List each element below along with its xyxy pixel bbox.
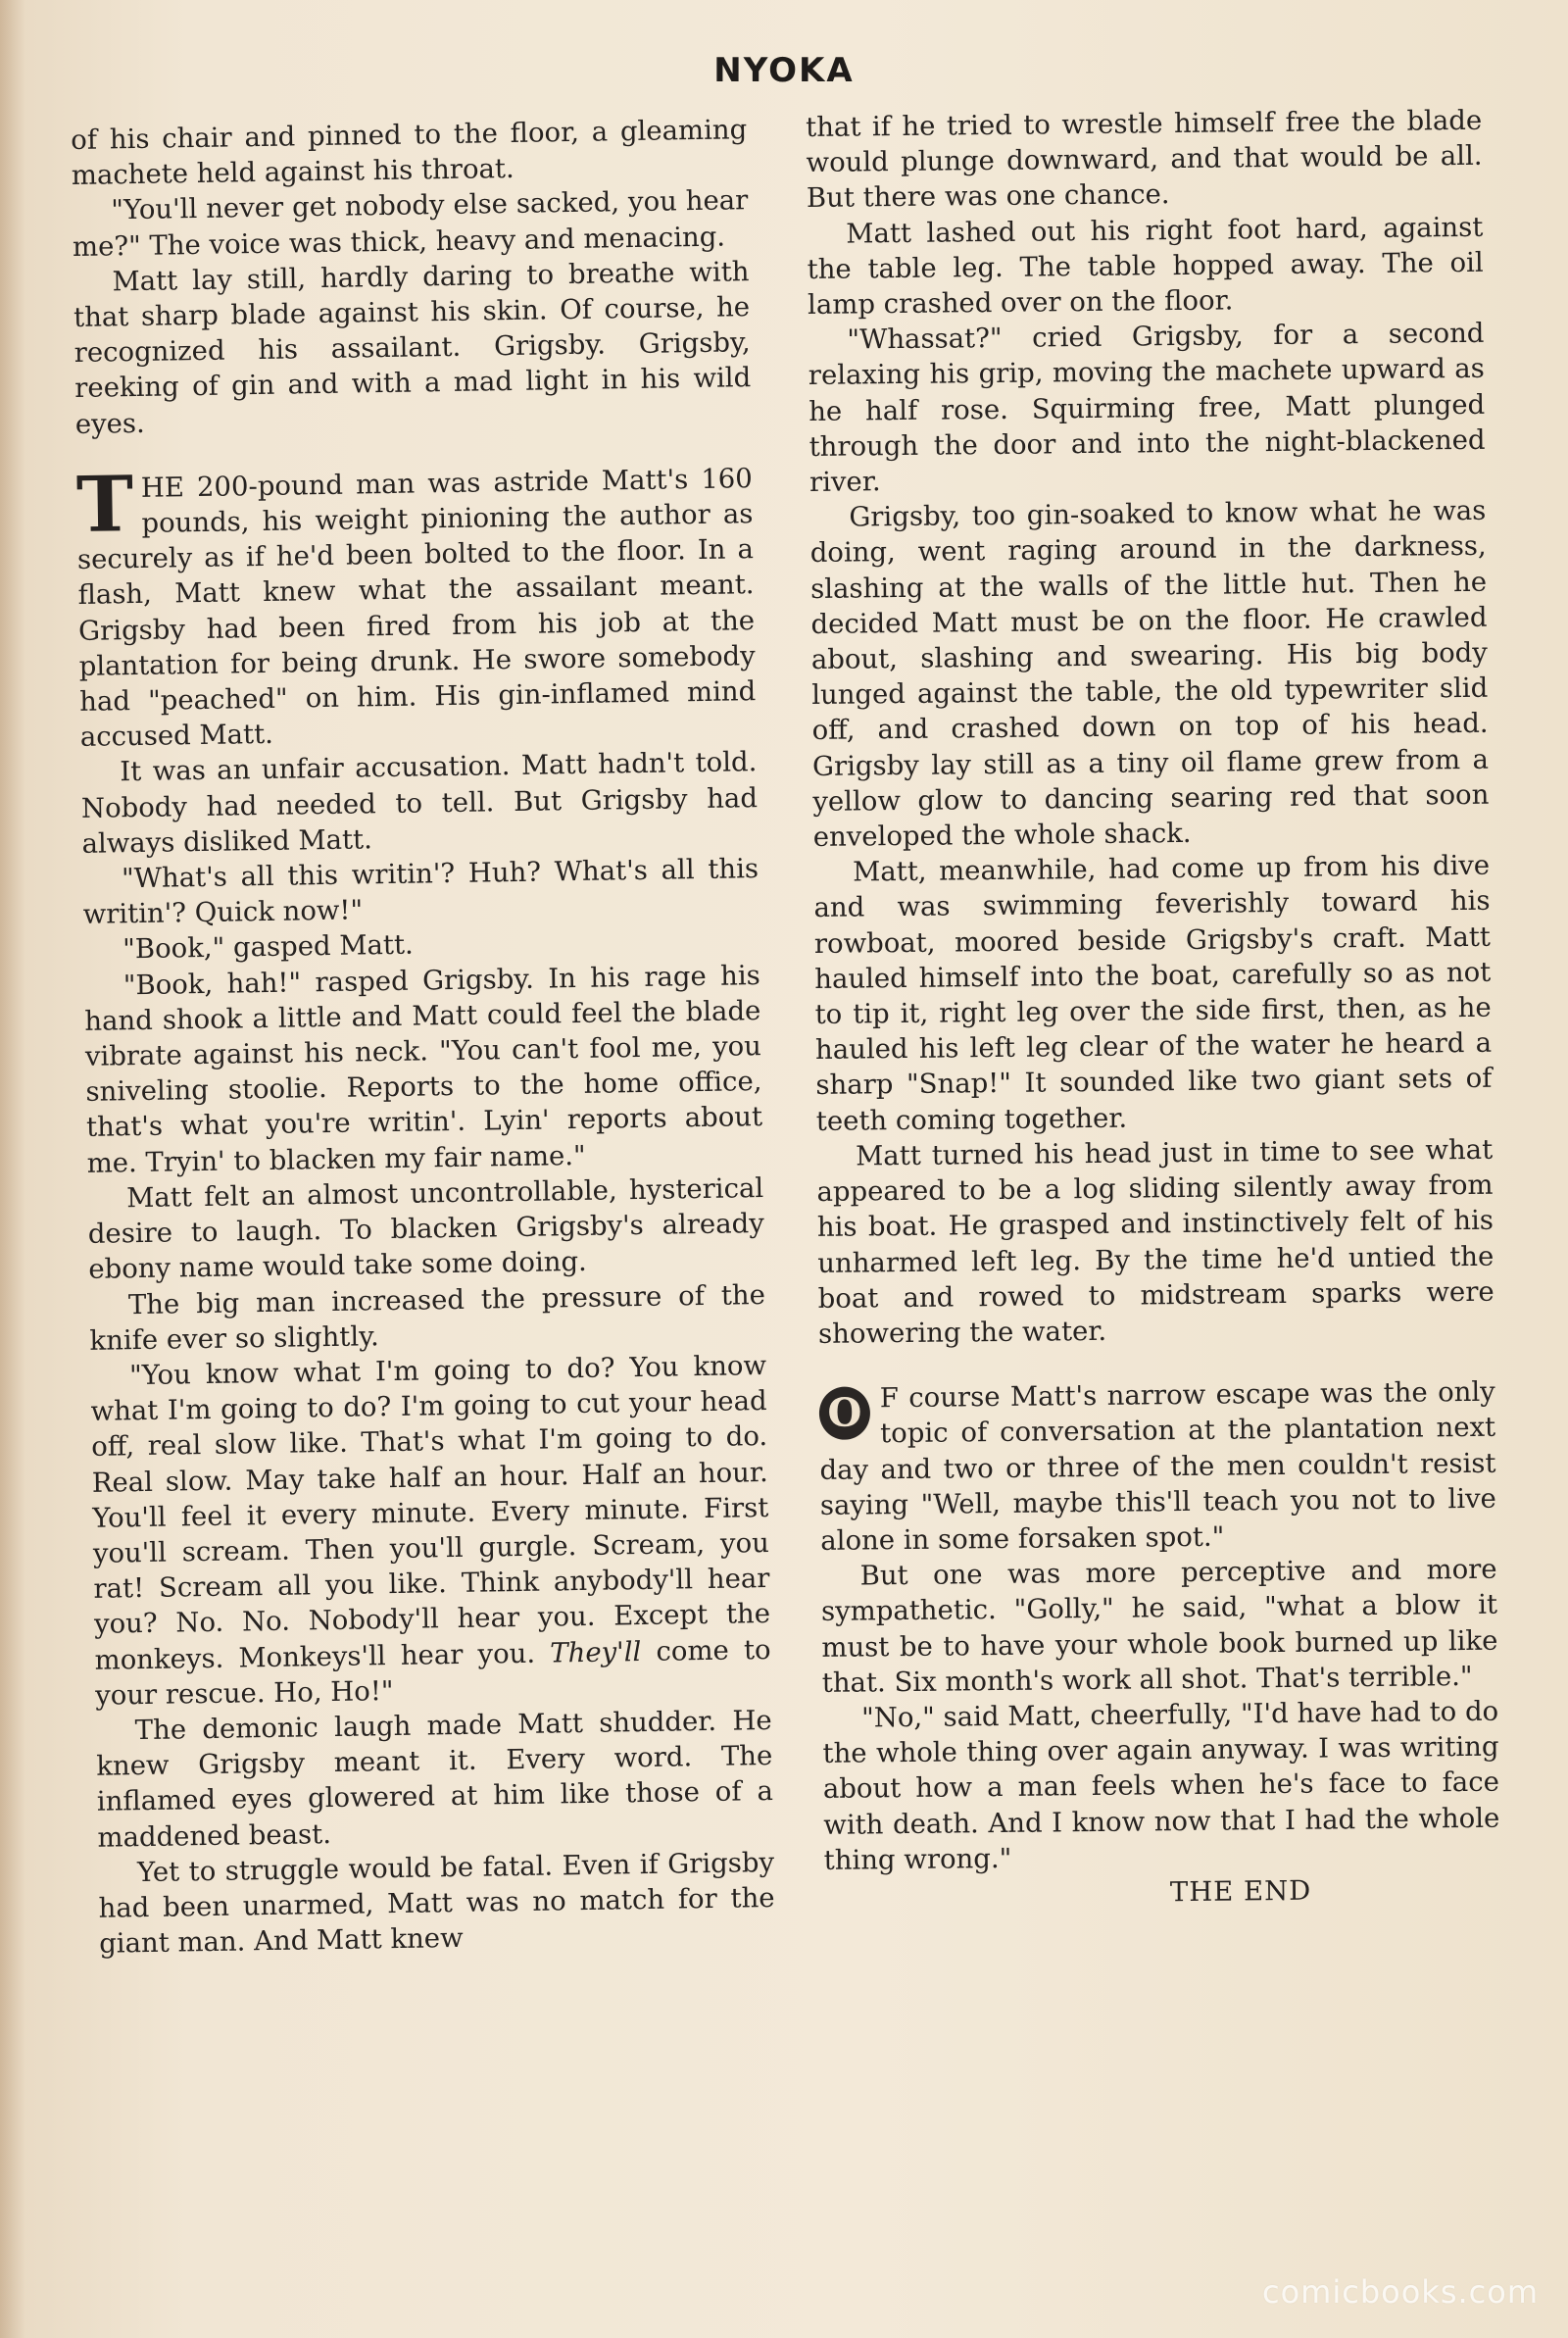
paragraph: It was an unfair accusation. Matt hadn't told. Nobody had needed to tell. But Grigsby had always disliked Matt. <box>80 746 759 860</box>
paragraph: Matt, meanwhile, had come up from his dive and was swimming feverishly toward his rowboat, moored beside Grigsby's craft. Matt hauled himself into the boat, carefully so as not to tip it, right leg over the side first, then, as he hauled his left leg clear of the water he heard a sharp "Snap!" It sounded like two giant sets of teeth coming together. <box>813 849 1493 1137</box>
watermark: comicbooks.com <box>1261 2273 1539 2311</box>
paragraph-text: F course Matt's narrow escape was the only topic of conversation at the plantation next day and two or three of the men couldn't resist saying "Well, maybe this'll teach you not to live alone in some forsaken spot." <box>819 1375 1497 1557</box>
paragraph: The demonic laugh made Matt shudder. He knew Grigsby meant it. Every word. The inflamed eyes glowered at him like those of a maddened beast. <box>96 1704 774 1854</box>
paragraph: "Book," gasped Matt. <box>122 929 414 966</box>
page-title: NYOKA <box>713 51 855 90</box>
paragraph <box>90 1348 772 1714</box>
paragraph: Grigsby, too gin-soaked to know what he was doing, went raging around in the darkness, slashing at the walls of the little hut. Then he decided Matt must be on the floor. He crawled about, slashing and swearing. His big body lunged against the table, the old typewriter slid off, and crashed down on top of his head. Grigsby lay still as a tiny oil flame grew from a yellow glow to dancing searing red that soon enveloped the whole shack. <box>809 494 1490 854</box>
drop-cap: O <box>819 1386 871 1440</box>
section-paragraph <box>76 461 757 755</box>
paragraph: of his chair and pinned to the floor, a gleaming machete held against his throat. <box>71 114 748 192</box>
paragraph: But one was more perceptive and more sympathetic. "Golly," he said, "what a blow it must be to have your whole book burned up like that. Six month's work all shot. That's terrible." <box>820 1553 1498 1699</box>
paragraph: Matt turned his head just in time to see what appeared to be a log sliding silently away from his boat. He grasped and instinctively felt of his unharmed left leg. By the time he'd untied the boat and rowed to midstream sparks were showering the water. <box>816 1133 1494 1350</box>
paragraph: Matt felt an almost uncontrollable, hysterical desire to laugh. To blacken Grigsby's already ebony name would take some doing. <box>87 1171 764 1286</box>
paragraph: that if he tried to wrestle himself free the blade would plunge downward, and that would be all. But there was one chance. <box>806 104 1483 215</box>
paragraph: "Book, hah!" rasped Grigsby. In his rage his hand shook a little and Matt could feel the blade vibrate against his neck. "You can't fool me, you sniveling stoolie. Reports to the home office, that's what you're writin'. Lyin' reports about me. Tryin' to blacken my fair name." <box>84 959 763 1179</box>
paragraph: Matt lashed out his right foot hard, against the table leg. The table hopped away. The oil lamp crashed over on the floor. <box>807 211 1484 322</box>
page-spine-shadow <box>0 0 25 2338</box>
the-end-label: THE END <box>1169 1874 1312 1909</box>
right-column <box>806 103 1500 1914</box>
paragraph: The big man increased the pressure of the knife ever so slightly. <box>89 1278 766 1357</box>
paragraph: "Whassat?" cried Grigsby, for a second relaxing his grip, moving the machete upward as he half rose. Squirming free, Matt plunged through the door and into the night-blackened river. <box>808 317 1486 499</box>
paragraph-text: "You know what I'm going to do? You know what I'm going to do? I'm going to cut your head off, real slow like. That's what I'm going to do. Real slow. May take half an hour. Half an hour. You'll feel it every minute. Every minute. First you'll scream. Then you'll gurgle. Scream, you rat! Scream all you like. Think anybody'll hear you? No. No. Nobody'll hear you. Except the monkeys. Monkeys'll hear you. <box>90 1349 771 1676</box>
drop-cap: T <box>75 459 134 550</box>
section-paragraph <box>819 1374 1497 1559</box>
paragraph: "No," said Matt, cheerfully, "I'd have had to do the whole thing over again anyway. I was writing about how a man feels when he's face to face with death. And I know now that I had the whole thing wrong." <box>822 1695 1500 1876</box>
left-column <box>71 112 775 1962</box>
paragraph: Matt lay still, hardly daring to breathe with that sharp blade against his skin. Of course, he recognized his assailant. Grigsby. Grigsby, reeking of gin and with a mad light in his wild eyes. <box>73 255 752 440</box>
italic-word: They'll <box>550 1635 642 1669</box>
paragraph: Yet to struggle would be fatal. Even if Grigsby had been unarmed, Matt was no match for the giant man. And Matt knew <box>98 1846 775 1960</box>
paragraph-text: come to your rescue. Ho, Ho!" <box>94 1633 771 1712</box>
paragraph: "What's all this writin'? Huh? What's all this writin'? Quick now!" <box>82 853 760 931</box>
paragraph: "You'll never get nobody else sacked, you hear me?" The voice was thick, heavy and menacing. <box>72 184 749 263</box>
paragraph-text: HE 200-pound man was astride Matt's 160 pounds, his weight pinioning the author as securely as if he'd been bolted to the floor. In a flash, Matt knew what the assailant meant. Grigsby had been fired from his job at the plantation for being drunk. He swore somebody had "peached" on him. His gin-inflamed mind accused Matt. <box>76 462 757 754</box>
